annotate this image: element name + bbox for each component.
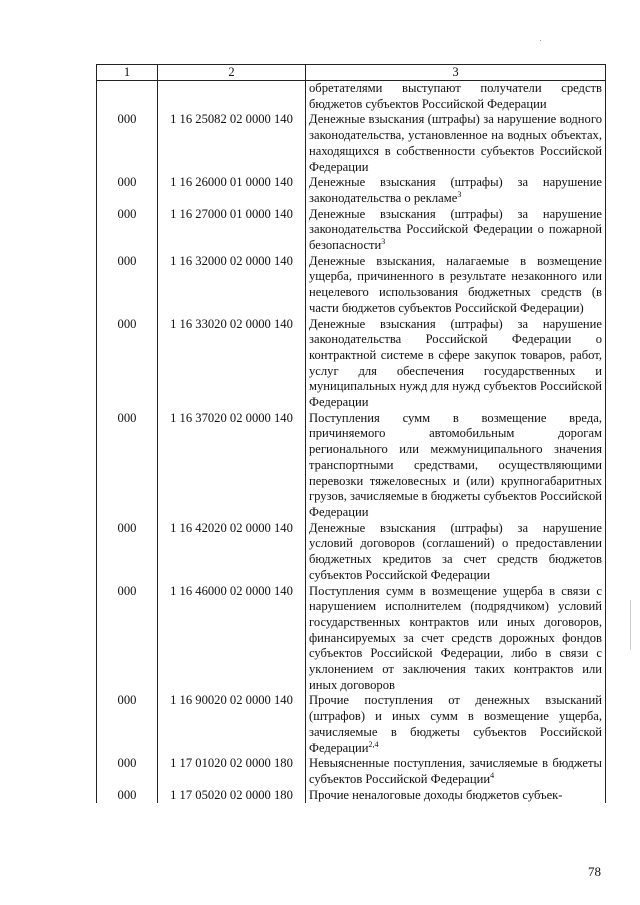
header-col-1: 1 <box>97 65 158 81</box>
description-text: Денежные взыскания (штрафы) за нарушение законодательства Российской Федерации о контрактной системе в сфере закупок товаров, работ, услуг для обеспечения государственных и муниципальных нужд для нужд субъектов Российской Федерации <box>309 316 602 410</box>
description-cell <box>306 584 606 694</box>
budget-code-cell: 1 17 01020 02 0000 180 <box>158 756 306 787</box>
table-row <box>97 584 606 694</box>
budget-code-cell: 1 16 32000 02 0000 140 <box>158 254 306 317</box>
table-row <box>97 112 606 175</box>
scan-edge-line <box>630 600 631 650</box>
budget-code-cell: 1 17 05020 02 0000 180 <box>158 788 306 804</box>
admin-code-cell: 000 <box>97 756 158 787</box>
description-cell <box>306 112 606 175</box>
admin-code-cell: 000 <box>97 584 158 694</box>
budget-code-cell: 1 16 42020 02 0000 140 <box>158 521 306 584</box>
footnote-ref: 3 <box>381 237 386 247</box>
description-text: Поступления сумм в возмещение вреда, причиняемого автомобильным дорогам регионального или межмуниципального значения транспортными средствами, осуществляющими перевозки тяжеловесных и (или) крупногабаритных грузов, зачисляемые в бюджеты субъектов Российской Федерации <box>309 410 603 519</box>
budget-code-cell: 1 16 46000 02 0000 140 <box>158 584 306 694</box>
description-cell <box>306 317 606 411</box>
scan-speck <box>540 40 541 41</box>
budget-code-cell: 1 16 90020 02 0000 140 <box>158 693 306 756</box>
footnote-ref: 4 <box>490 770 495 780</box>
footnote-ref: 2,4 <box>368 739 379 749</box>
description-cell <box>306 175 606 206</box>
table-row <box>97 788 606 804</box>
table-row <box>97 521 606 584</box>
admin-code-cell: 000 <box>97 788 158 804</box>
description-cell <box>306 756 606 787</box>
admin-code-cell: 000 <box>97 112 158 175</box>
description-text: Денежные взыскания (штрафы) за нарушение условий договоров (соглашений) о предоставлении бюджетных кредитов за счет средств бюджетов субъектов Российской Федерации <box>309 520 602 582</box>
description-text: Поступления сумм в возмещение ущерба в связи с нарушением исполнителем (подрядчиком) условий государственных контрактов или иных договоров, финансируемых за счет средств дорожных фондов субъектов Российской Федерации, либо в связи с уклонением от заключения таких контрактов или иных договоров <box>309 583 602 692</box>
budget-code-cell <box>158 81 306 113</box>
description-text: Денежные взыскания, налагаемые в возмещение ущерба, причиненного в результате незаконного или нецелевого использования бюджетных средств (в части бюджетов субъектов Российской Федерации) <box>309 253 602 315</box>
table-row <box>97 693 606 756</box>
header-col-2: 2 <box>158 65 306 81</box>
footnote-ref: 3 <box>457 189 462 199</box>
admin-code-cell: 000 <box>97 693 158 756</box>
budget-code-cell: 1 16 27000 01 0000 140 <box>158 207 306 254</box>
admin-code-cell: 000 <box>97 521 158 584</box>
description-text: Прочие поступления от денежных взысканий (штрафов) и иных сумм в возмещение ущерба, зачисляемые в бюджеты субъектов Российской Федерации <box>309 693 602 755</box>
budget-code-cell: 1 16 26000 01 0000 140 <box>158 175 306 206</box>
table-row <box>97 254 606 317</box>
table-row <box>97 317 606 411</box>
table-row <box>97 207 606 254</box>
admin-code-cell: 000 <box>97 411 158 521</box>
revenue-codes-table <box>96 64 606 803</box>
admin-code-cell: 000 <box>97 207 158 254</box>
description-cell <box>306 207 606 254</box>
description-text: обретателями выступают получатели средств бюджетов субъектов Российской Федерации <box>309 81 602 111</box>
description-text: Прочие неналоговые доходы бюджетов субъек- <box>309 787 563 802</box>
page-number: 78 <box>588 864 601 879</box>
table-row <box>97 175 606 206</box>
budget-code-cell: 1 16 37020 02 0000 140 <box>158 411 306 521</box>
budget-code-cell: 1 16 33020 02 0000 140 <box>158 317 306 411</box>
description-cell <box>306 521 606 584</box>
admin-code-cell: 000 <box>97 317 158 411</box>
admin-code-cell <box>97 81 158 113</box>
description-text: Денежные взыскания (штрафы) за нарушение водного законодательства, установленное на водных объектах, находящихся в собственности субъектов Российской Федерации <box>309 112 602 174</box>
description-cell <box>306 411 606 521</box>
budget-code-cell: 1 16 25082 02 0000 140 <box>158 112 306 175</box>
description-text: Невыясненные поступления, зачисляемые в бюджеты субъектов Российской Федерации <box>309 756 602 786</box>
description-text: Денежные взыскания (штрафы) за нарушение законодательства о рекламе <box>309 175 602 205</box>
admin-code-cell: 000 <box>97 254 158 317</box>
admin-code-cell: 000 <box>97 175 158 206</box>
description-cell <box>306 693 606 756</box>
description-cell <box>306 81 606 113</box>
table-row <box>97 756 606 787</box>
table-header-row <box>97 65 606 81</box>
header-col-3: 3 <box>306 65 606 81</box>
table-row <box>97 81 606 113</box>
description-cell <box>306 254 606 317</box>
description-text: Денежные взыскания (штрафы) за нарушение законодательства Российской Федерации о пожарной безопасности <box>309 206 602 253</box>
table-row <box>97 411 606 521</box>
description-cell <box>306 788 606 804</box>
